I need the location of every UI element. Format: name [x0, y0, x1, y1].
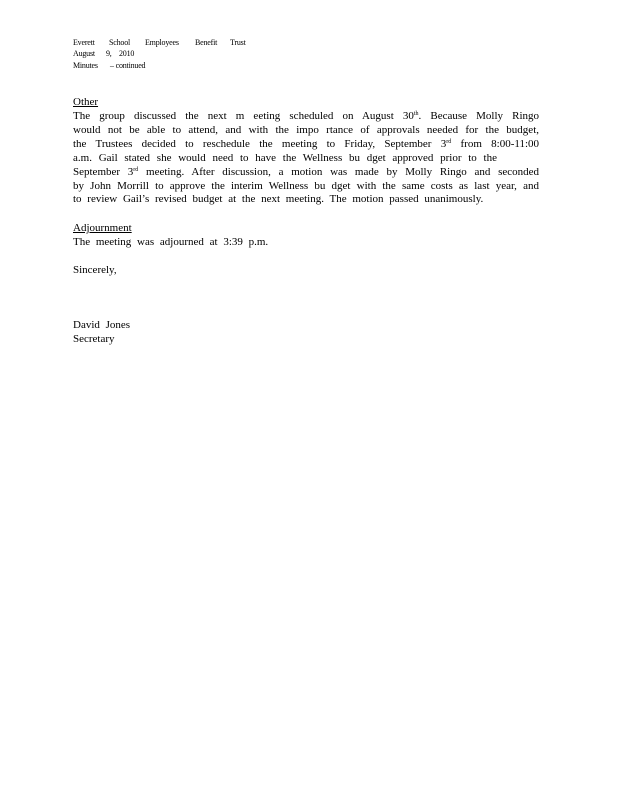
- header-word: Employees: [145, 38, 179, 47]
- paragraph-line: by John Morrill to approve the interim Wellness bu dget with the same costs as last year, and: [73, 180, 539, 192]
- header-line-date: [73, 49, 134, 59]
- header-word: School: [109, 38, 131, 47]
- section-heading-other: Other: [73, 96, 99, 108]
- header-word: August: [73, 49, 95, 58]
- header-line-trust-name: [73, 38, 246, 48]
- adjournment-text: The meeting was adjourned at 3:39 p.m.: [73, 236, 269, 248]
- paragraph-line: a.m. Gail stated she would need to have the Wellness bu dget approved prior to the: [73, 152, 497, 164]
- paragraph-line: September 3rd meeting. After discussion, a motion was made by Molly Ringo and seconded: [73, 166, 539, 178]
- header-word: Everett: [73, 38, 95, 47]
- signature-title: Secretary: [73, 333, 115, 345]
- paragraph-line: would not be able to attend, and with the impo rtance of approvals needed for the budget,: [73, 124, 539, 136]
- header-word: Trust: [230, 38, 246, 47]
- paragraph-line: the Trustees decided to reschedule the meeting to Friday, September 3rd from 8:00-11:00: [73, 138, 540, 150]
- signature-name: David Jones: [73, 319, 131, 331]
- closing-salutation: Sincerely,: [73, 264, 117, 276]
- paragraph-line: The group discussed the next m eeting scheduled on August 30th. Because Molly Ringo: [73, 110, 539, 122]
- header-word: – continued: [110, 61, 146, 70]
- header-line-minutes: [73, 61, 145, 71]
- header-word: 9,: [106, 49, 112, 58]
- header-word: Benefit: [195, 38, 218, 47]
- section-heading-adjournment: Adjournment: [73, 222, 132, 234]
- header-word: Minutes: [73, 61, 98, 70]
- paragraph-line: to review Gail’s revised budget at the next meeting. The motion passed unanimously.: [73, 193, 484, 205]
- header-word: 2010: [119, 49, 135, 58]
